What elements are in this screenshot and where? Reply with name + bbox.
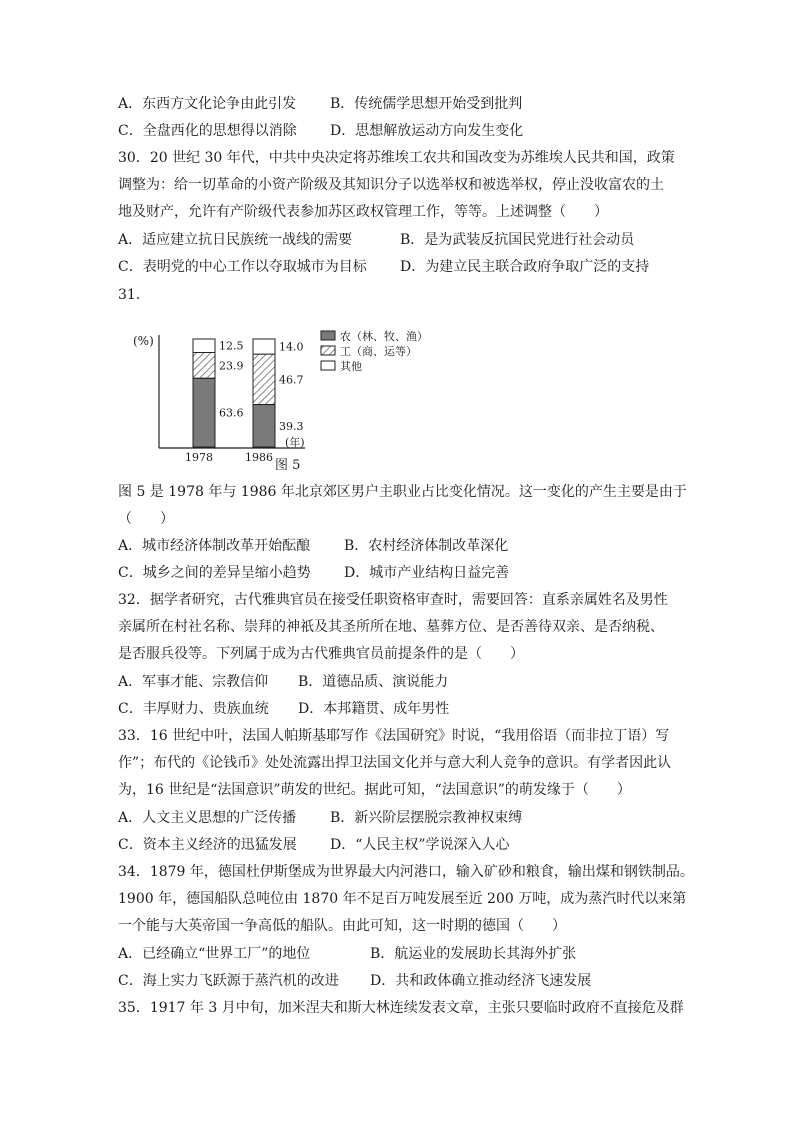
q31-stem-line-2: （ ）	[118, 511, 174, 527]
legend-label-3: 其他	[340, 360, 362, 373]
q29-option-c: C．全盘西化的思想得以消除	[118, 123, 297, 139]
legend-swatch-1	[321, 331, 335, 340]
legend-swatch-3	[321, 361, 335, 370]
q32-options-row-1	[118, 672, 448, 692]
q33-option-a: A．人文主义思想的广泛传播	[118, 810, 297, 826]
q31-option-b: B．农村经济体制改革深化	[344, 538, 509, 554]
q30-stem-line-3: 地及财产，允许有产阶级代表参加苏区政权管理工作，等等。上述调整（ ）	[118, 204, 608, 220]
legend-label-1: 农（林、牧、渔）	[340, 330, 428, 343]
q34-stem-line-3: 一个能与大英帝国一争高低的船队。由此可知，这一时期的德国（ ）	[118, 918, 566, 934]
q31-options-row-1	[118, 536, 508, 556]
y-axis-label: (%)	[133, 334, 154, 348]
q30-stem-line-1: 30．20 世纪 30 年代，中共中央决定将苏维埃工农共和国改变为苏维埃人民共和国，政策	[118, 150, 675, 166]
q34-options-row-2	[118, 971, 591, 991]
q31-options-row-2	[118, 563, 509, 583]
q33-option-d: D．“人民主权”学说深入人心	[330, 837, 510, 853]
legend-swatch-2	[321, 346, 335, 355]
x-axis-label: (年)	[285, 436, 305, 449]
q34-option-c: C．海上实力飞跃源于蒸汽机的改进	[118, 973, 339, 989]
stacked-bar-chart	[125, 325, 455, 475]
q32-options-row-2	[118, 699, 449, 719]
legend-label-2: 工（商、运等）	[340, 345, 417, 358]
q29-option-b: B．传统儒学思想开始受到批判	[330, 96, 523, 112]
q31-option-a: A．城市经济体制改革开始酝酿	[118, 538, 311, 554]
q31-stem-line-1: 图 5 是 1978 年与 1986 年北京郊区男户主职业占比变化情况。这一变化的产生主要是由于	[118, 484, 687, 500]
q31-number: 31．	[118, 287, 150, 303]
q32-stem-line-1: 32．据学者研究，古代雅典官员在接受任职资格审查时，需要回答：直系亲属姓名及男性	[118, 592, 668, 608]
x-tick-label-1986: 1986	[245, 451, 273, 464]
q33-option-b: B．新兴阶层摆脱宗教神权束缚	[330, 810, 523, 826]
q30-options-row-2	[118, 257, 649, 277]
q34-stem-line-2: 1900 年，德国船队总吨位由 1870 年不足百万吨发展至近 200 万吨，成为蒸汽时代以来第	[118, 891, 687, 907]
q32-option-b: B．道德品质、演说能力	[298, 674, 449, 690]
q29-option-a: A．东西方文化论争由此引发	[118, 96, 297, 112]
q33-stem-line-1: 33．16 世纪中叶，法国人帕斯基耶写作《法国研究》时说，“我用俗语（而非拉丁语）写	[118, 728, 670, 744]
data-label-1986-1: 39.3	[279, 419, 304, 433]
q30-option-b: B．是为武装反抗国民党进行社会动员	[400, 232, 635, 248]
q34-option-d: D．共和政体确立推动经济飞速发展	[370, 973, 592, 989]
q29-option-d: D．思想解放运动方向发生变化	[330, 123, 524, 139]
data-label-1978-2: 23.9	[219, 359, 244, 373]
q33-stem-line-3: 为，16 世纪是“法国意识”萌发的世纪。据此可知，“法国意识”的萌发缘于（ ）	[118, 782, 631, 798]
q34-option-b: B．航运业的发展助长其海外扩张	[370, 946, 577, 962]
q33-stem-line-2: 作”；布代的《论钱币》处处流露出捍卫法国文化并与意大利人竞争的意识。有学者因此认	[118, 755, 672, 771]
x-tick-label-1978: 1978	[185, 451, 213, 464]
bar-segment-1978-3	[193, 339, 215, 353]
data-label-1986-2: 46.7	[279, 373, 304, 387]
data-label-1978-3: 12.5	[219, 339, 244, 353]
figure-5-chart	[125, 325, 455, 475]
bar-segment-1978-2	[193, 353, 215, 379]
q34-options-row-1	[118, 944, 576, 964]
q30-stem-line-2: 调整为：给一切革命的小资产阶级及其知识分子以选举权和被选举权，停止没收富农的土	[118, 177, 664, 193]
q34-stem-line-1: 34．1879 年，德国杜伊斯堡成为世界最大内河港口，输入矿砂和粮食，输出煤和钢铁制品。	[118, 864, 694, 880]
chart-legend	[321, 329, 428, 373]
data-label-1978-1: 63.6	[219, 406, 244, 420]
q32-option-c: C．丰厚财力、贵族血统	[118, 701, 269, 717]
bar-segment-1986-3	[253, 339, 275, 354]
q30-option-d: D．为建立民主联合政府争取广泛的支持	[400, 259, 650, 275]
q29-options-row-2	[118, 121, 523, 141]
bar-segment-1978-1	[193, 378, 215, 447]
q33-options-row-1	[118, 808, 522, 828]
q33-options-row-2	[118, 835, 510, 855]
bar-segment-1986-1	[253, 405, 275, 447]
q32-stem-line-3: 是否服兵役等。下列属于成为古代雅典官员前提条件的是（ ）	[118, 646, 524, 662]
q32-stem-line-2: 亲属所在村社名称、崇拜的神祇及其圣所所在地、墓葬方位、是否善待双亲、是否纳税、	[118, 619, 664, 635]
q33-option-c: C．资本主义经济的迅猛发展	[118, 837, 297, 853]
data-label-1986-3: 14.0	[279, 340, 304, 354]
q30-option-a: A．适应建立抗日民族统一战线的需要	[118, 232, 353, 248]
q29-options-row-1	[118, 94, 522, 114]
q32-option-d: D．本邦籍贯、成年男性	[298, 701, 450, 717]
bar-segment-1986-2	[253, 354, 275, 404]
q34-option-a: A．已经确立“世界工厂”的地位	[118, 946, 311, 962]
q30-options-row-1	[118, 230, 634, 250]
chart-title: 图 5	[275, 458, 301, 473]
q31-option-d: D．城市产业结构日益完善	[344, 565, 510, 581]
q32-option-a: A．军事才能、宗教信仰	[118, 674, 269, 690]
q35-stem-line-1: 35．1917 年 3 月中旬，加米涅夫和斯大林连续发表文章，主张只要临时政府不直接危及群	[118, 1000, 684, 1016]
q30-option-c: C．表明党的中心工作以夺取城市为目标	[118, 259, 367, 275]
q31-option-c: C．城乡之间的差异呈缩小趋势	[118, 565, 311, 581]
